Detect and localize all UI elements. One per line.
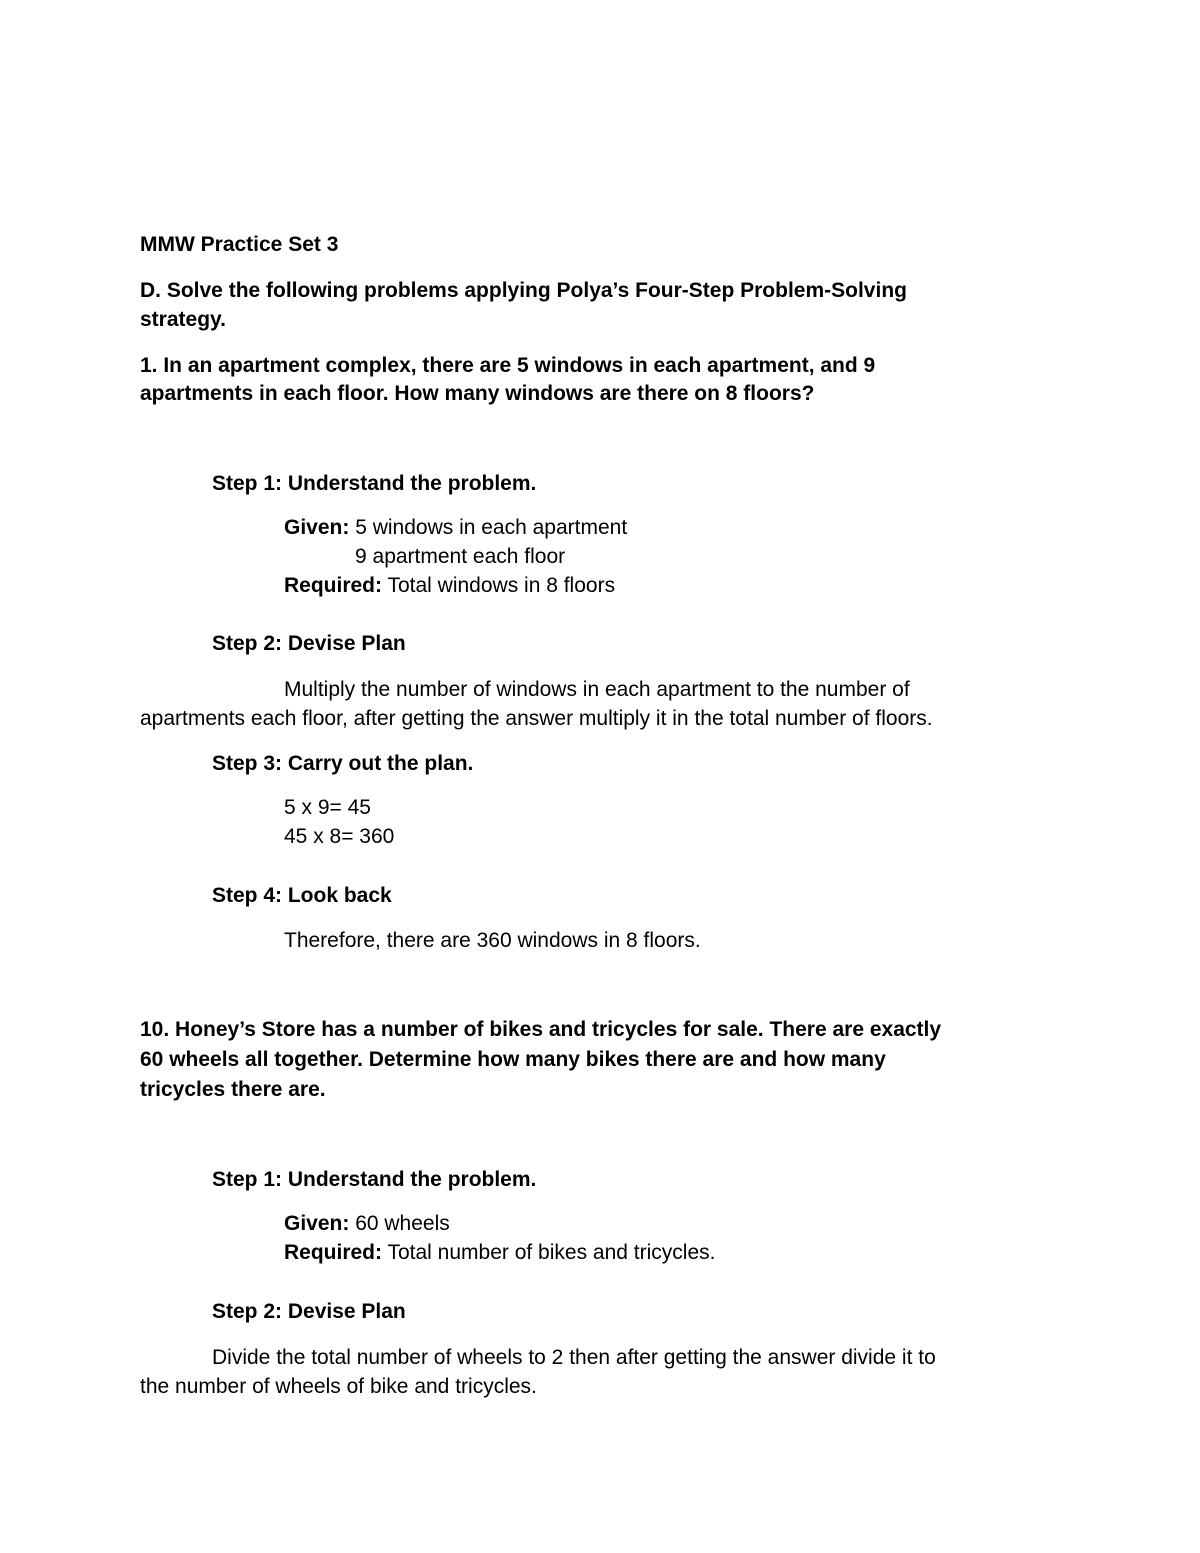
instructions-line-1: D. Solve the following problems applying Polya’s Four-Step Problem-Solving bbox=[140, 279, 907, 302]
problem-10-question-line-1: 10. Honey’s Store has a number of bikes and tricycles for sale. There are exactly bbox=[140, 1018, 942, 1041]
required-value: Total windows in 8 floors bbox=[382, 574, 616, 597]
problem-1-step-4-heading: Step 4: Look back bbox=[212, 884, 392, 907]
required-label: Required: bbox=[284, 574, 383, 597]
problem-10-step-2-text-line-2: the number of wheels of bike and tricycles. bbox=[140, 1375, 537, 1398]
problem-1-calc-2: 45 x 8= 360 bbox=[284, 825, 395, 848]
given-label: Given: bbox=[284, 516, 350, 539]
problem-10-question-line-3: tricycles there are. bbox=[140, 1078, 326, 1101]
problem-10-step-1-heading: Step 1: Understand the problem. bbox=[212, 1168, 537, 1191]
problem-1-step-3-heading: Step 3: Carry out the plan. bbox=[212, 752, 474, 775]
problem-10-step-2-heading: Step 2: Devise Plan bbox=[212, 1300, 406, 1323]
problem-1-step-1-heading: Step 1: Understand the problem. bbox=[212, 472, 537, 495]
problem-1-required bbox=[284, 572, 615, 600]
problem-1-step-2-text-line-2: apartments each floor, after getting the answer multiply it in the total number of floors. bbox=[140, 707, 933, 730]
problem-1-step-2-heading: Step 2: Devise Plan bbox=[212, 632, 406, 655]
problem-1-conclusion: Therefore, there are 360 windows in 8 floors. bbox=[284, 929, 701, 952]
problem-1-question-line-2: apartments in each floor. How many windows are there on 8 floors? bbox=[140, 382, 815, 405]
required-value: Total number of bikes and tricycles. bbox=[382, 1241, 716, 1264]
page-title: MMW Practice Set 3 bbox=[140, 233, 339, 256]
given-label: Given: bbox=[284, 1212, 350, 1235]
problem-1-given bbox=[284, 514, 627, 542]
instructions-line-2: strategy. bbox=[140, 308, 226, 331]
problem-10-question-line-2: 60 wheels all together. Determine how many bikes there are and how many bbox=[140, 1048, 886, 1071]
given-value: 5 windows in each apartment bbox=[349, 516, 628, 539]
problem-1-question-line-1: 1. In an apartment complex, there are 5 windows in each apartment, and 9 bbox=[140, 354, 876, 377]
required-label: Required: bbox=[284, 1241, 383, 1264]
problem-10-step-2-text-line-1: Divide the total number of wheels to 2 then after getting the answer divide it to bbox=[212, 1346, 936, 1369]
problem-10-required bbox=[284, 1239, 715, 1267]
problem-1-calc-1: 5 x 9= 45 bbox=[284, 796, 371, 819]
problem-1-step-2-text-line-1: Multiply the number of windows in each apartment to the number of bbox=[284, 678, 910, 701]
problem-1-given-value-2: 9 apartment each floor bbox=[355, 545, 566, 568]
given-value: 60 wheels bbox=[349, 1212, 450, 1235]
problem-10-given bbox=[284, 1210, 450, 1238]
